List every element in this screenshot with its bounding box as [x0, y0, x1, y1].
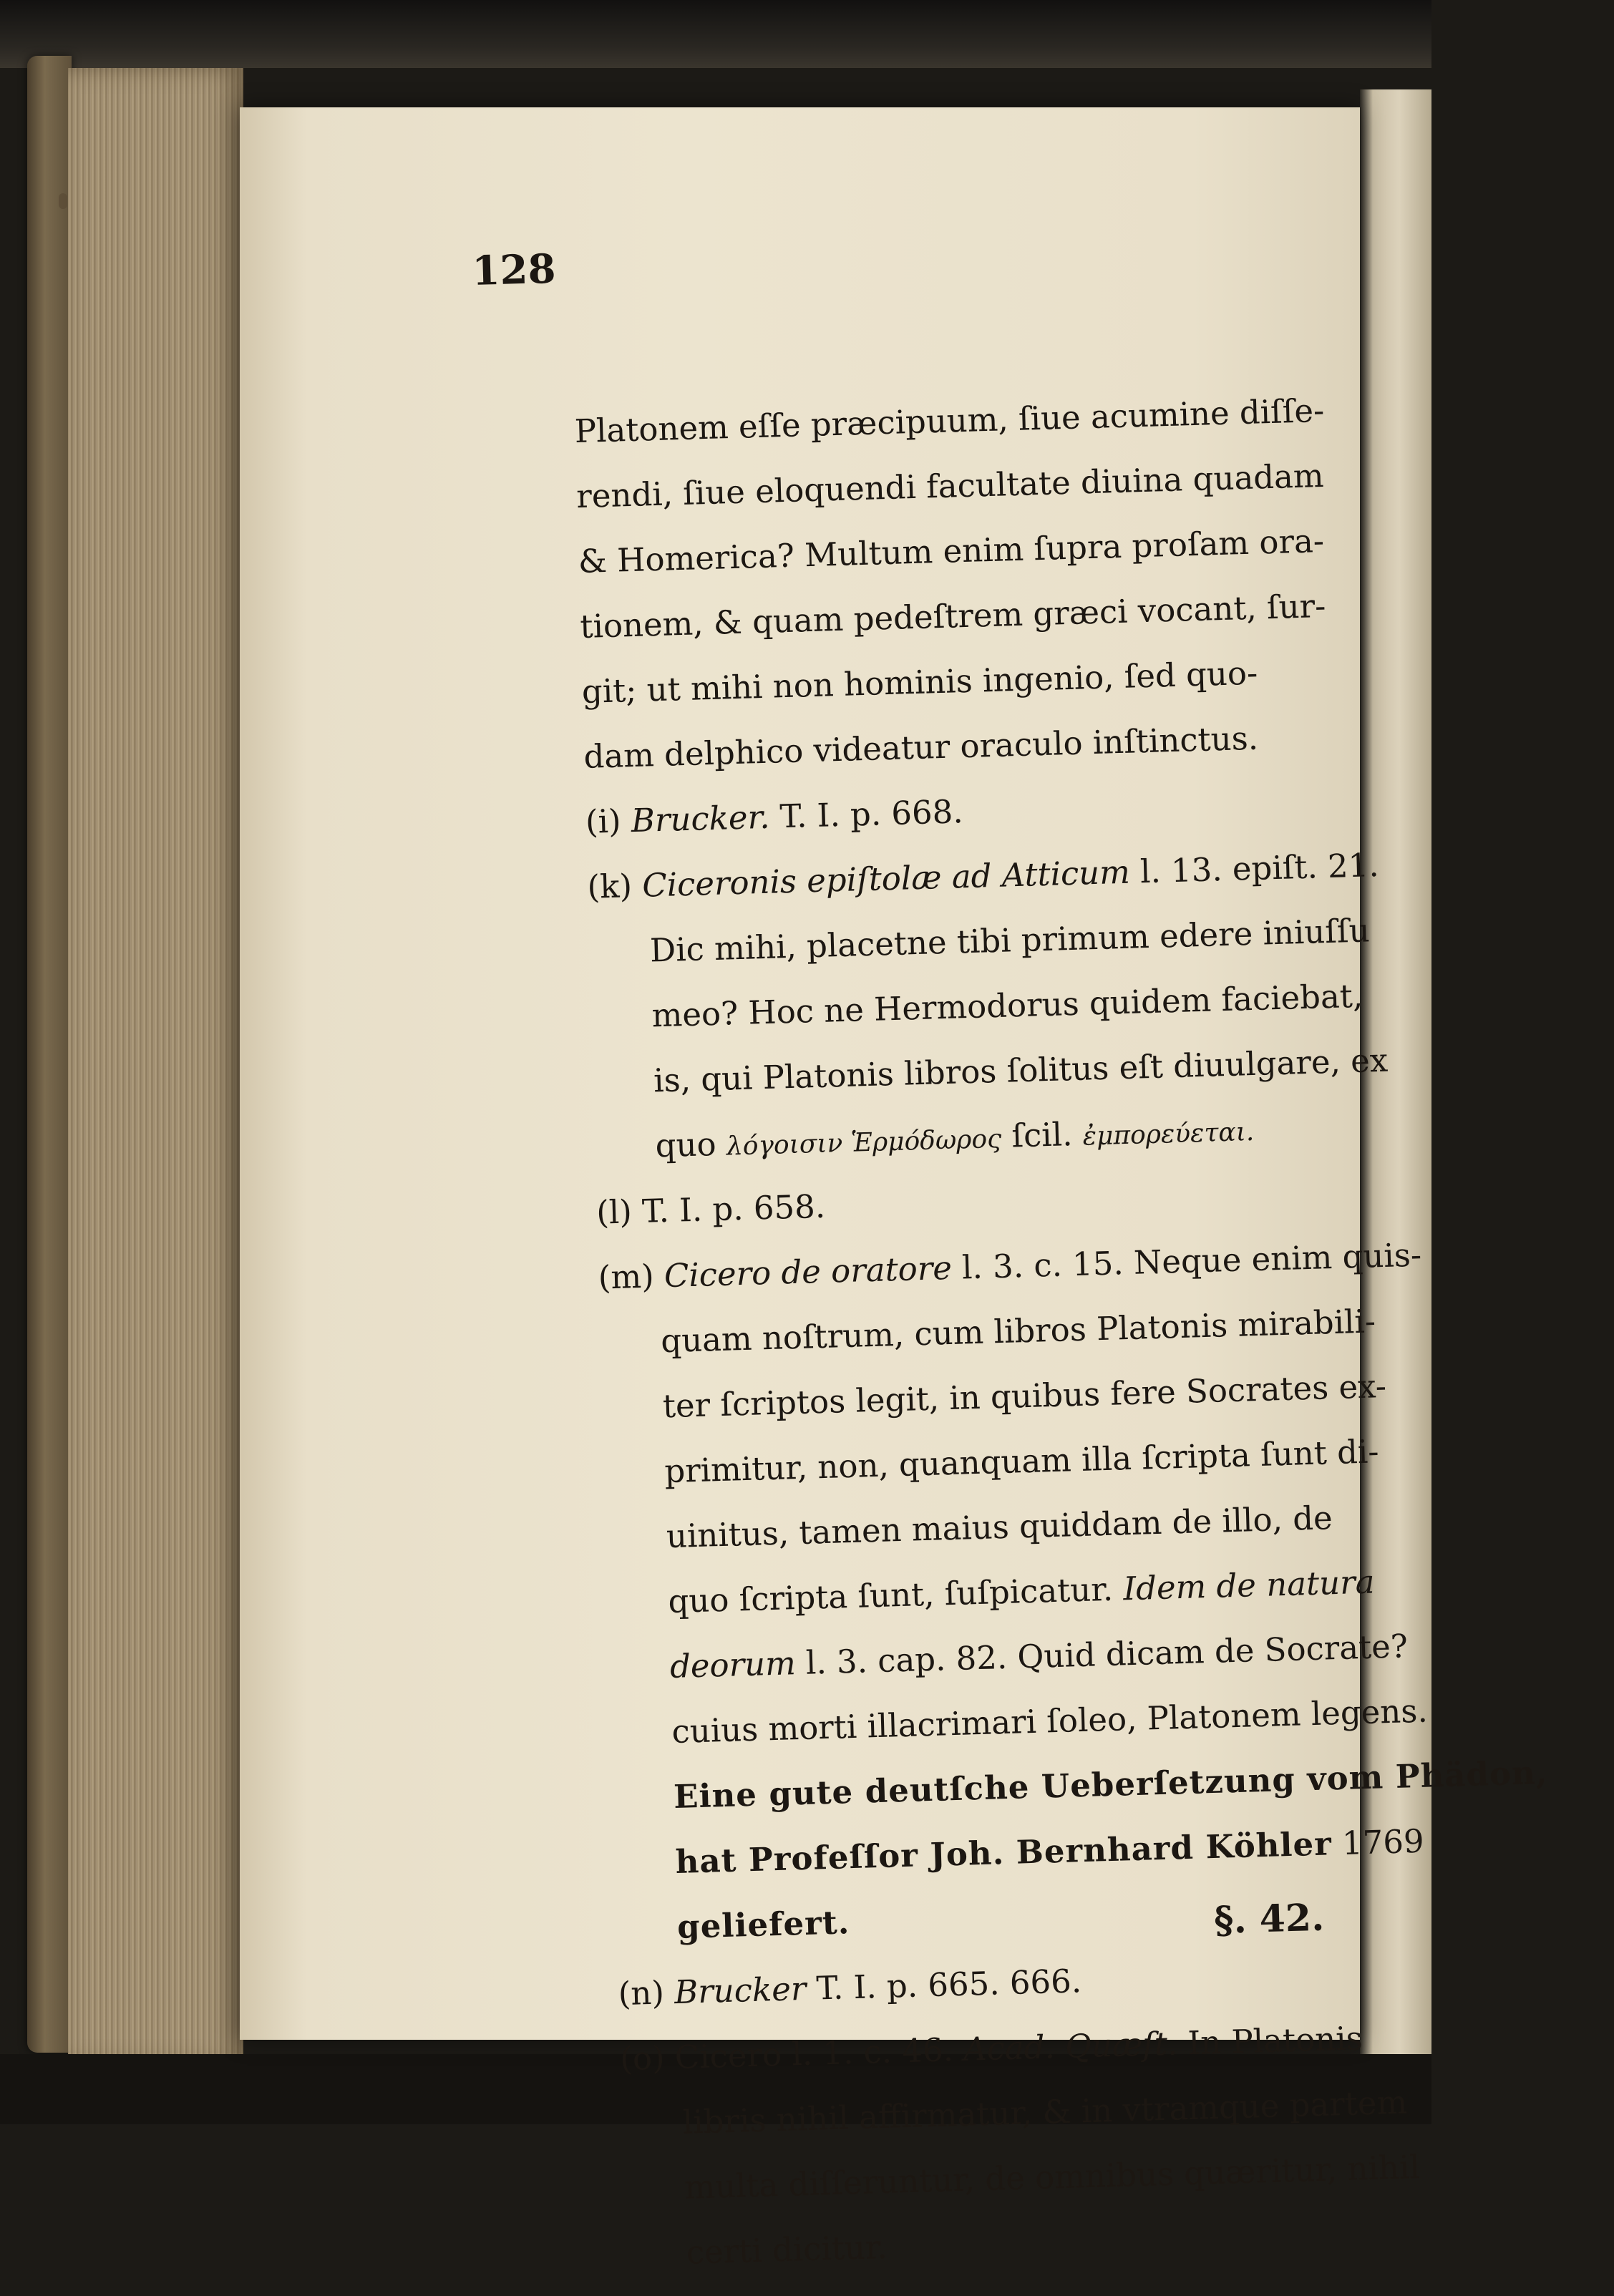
text-run: Brucker [674, 1969, 807, 2012]
page-block-edge [68, 68, 243, 2065]
text-run: (o) Cicero l. 1. c. 46. [619, 2030, 964, 2078]
text-line: meo? Hoc ne Hermodorus quidem faciebat, [651, 976, 1363, 1035]
text-run: (i) [585, 802, 632, 841]
text-run: Ciceronis epiſtolæ ad Atticum [641, 852, 1131, 905]
text-run: l. 3. c. 15. Neque enim quis- [951, 1235, 1422, 1287]
text-run: Idem de natura [1122, 1562, 1376, 1608]
text-run: geliefert. [676, 1903, 850, 1946]
text-run: quo [654, 1124, 727, 1165]
book-cover-edge [27, 56, 72, 2053]
text-line: is, qui Platonis libros ſolitus eſt diuulgare, ex [653, 1041, 1389, 1100]
text-run: T. I. p. 668. [769, 792, 964, 836]
text-line: Platonem eſſe præcipuum, ſiue acumine diſſe- [574, 391, 1325, 451]
section-mark: §. 42. [1213, 1895, 1325, 1942]
background-top [0, 0, 1431, 68]
text-run: ſcil. [1001, 1114, 1084, 1155]
body-text [574, 371, 1614, 2287]
text-run: quo ſcripta ſunt, ſuſpicatur. [667, 1570, 1124, 1621]
text-line: ter ſcriptos legit, in quibus fere Socrates ex- [662, 1366, 1387, 1426]
text-line: uinitus, tamen maius quiddam de illo, de [666, 1499, 1333, 1556]
text-run: λόγοισιν Ἑρμόδωρος [726, 1124, 1002, 1162]
text-run: Brucker. [631, 797, 771, 840]
text-run: hat Profeſſor Joh. Bernhard Köhler [674, 1824, 1333, 1881]
book-page [240, 107, 1549, 2272]
text-line: quam noſtrum, cum libros Platonis mirabili- [660, 1302, 1376, 1361]
text-run: ἐμπορεύεται. [1082, 1117, 1255, 1152]
text-run: deorum [669, 1644, 797, 1686]
text-run: In Platonis [1177, 2019, 1363, 2063]
text-line: cuius morti illacrimari ſoleo, Platonem legens. [671, 1691, 1429, 1751]
text-run: (k) [586, 866, 643, 906]
text-run: l. 3. cap. 82. Quid dicam de Socrate? [794, 1627, 1409, 1683]
text-run: (m) [598, 1257, 665, 1297]
text-line: rendi, ſiue eloquendi facultate diuina quadam [575, 456, 1325, 516]
text-line: libris nihil affirmatur, & in vtramque partem [682, 2083, 1408, 2141]
text-line: primitur, non, quanquam illa ſcripta ſunt di- [663, 1432, 1380, 1491]
text-run: T. I. p. 665. 666. [805, 1962, 1082, 2008]
text-line: (l) T. I. p. 658. [595, 1187, 826, 1232]
page-number: 128 [471, 245, 557, 296]
text-line: multa diſſeruntur, de omnibus quæritur, nihil [684, 2148, 1421, 2207]
text-line: certi dicitur. [686, 2227, 888, 2272]
text-line: git; ut mihi non hominis ingenio, ſed quo- [581, 653, 1258, 711]
text-line: & Homerica? Multum enim ſupra proſam ora- [578, 521, 1325, 581]
text-run: 1769 [1331, 1821, 1425, 1863]
text-line: Dic mihi, placetne tibi primum edere iniuſſu [649, 911, 1371, 970]
text-run: Eine gute deutſche Ueberſetzung vom Phädon, [673, 1753, 1549, 1816]
page-text-block [240, 76, 1549, 2272]
text-run: Acad. Quæſt. [963, 2024, 1178, 2068]
cover-mark [59, 193, 67, 209]
text-run: l. 13. epiſt. 21. [1129, 845, 1380, 891]
text-line: tionem, & quam pedeſtrem græci vocant, ſur- [579, 586, 1327, 646]
text-line: dam delphico videatur oraculo inſtinctus. [583, 719, 1259, 776]
text-run: (n) [618, 1973, 675, 2013]
text-run: Cicero de oratore [663, 1248, 953, 1295]
